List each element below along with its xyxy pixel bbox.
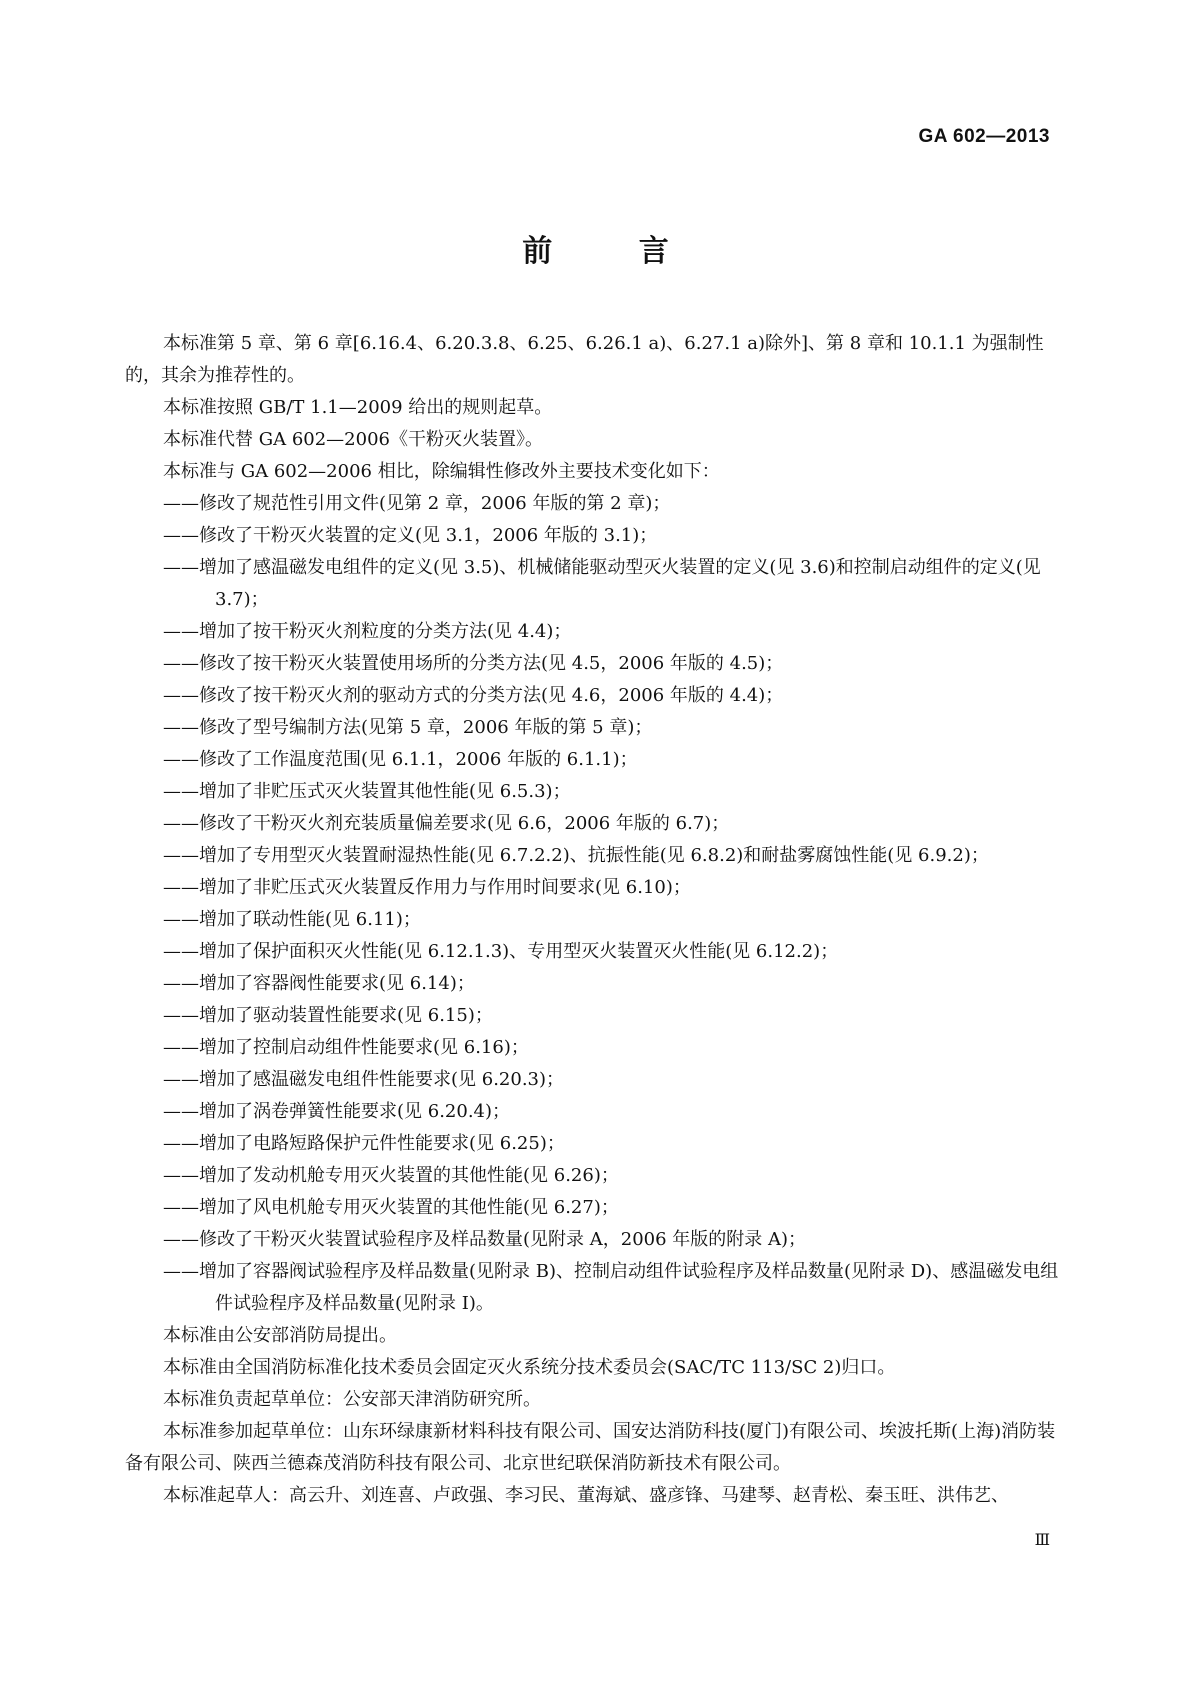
closing-paragraph: 本标准参加起草单位：山东环绿康新材料科技有限公司、国安达消防科技(厦门)有限公司、埃波托斯(上海)消防装备有限公司、陕西兰德森茂消防科技有限公司、北京世纪联保消防新技术有限公司。 xyxy=(125,1421,1056,1474)
change-item: ——修改了规范性引用文件(见第 2 章，2006 年版的第 2 章)； xyxy=(163,493,671,514)
change-item: ——修改了按干粉灭火剂的驱动方式的分类方法(见 4.6，2006 年版的 4.4)； xyxy=(163,685,784,706)
document-body xyxy=(125,328,1066,1512)
change-item: ——增加了电路短路保护元件性能要求(见 6.25)； xyxy=(163,1133,565,1154)
intro-paragraph: 本标准按照 GB/T 1.1—2009 给出的规则起草。 xyxy=(163,397,553,418)
change-item: ——增加了涡卷弹簧性能要求(见 6.20.4)； xyxy=(163,1101,511,1122)
change-item: ——修改了干粉灭火装置试验程序及样品数量(见附录 A，2006 年版的附录 A)； xyxy=(163,1229,807,1250)
document-code: GA 602—2013 xyxy=(918,126,1050,147)
closing-paragraph: 本标准由公安部消防局提出。 xyxy=(163,1325,397,1346)
change-item: ——修改了型号编制方法(见第 5 章，2006 年版的第 5 章)； xyxy=(163,717,653,738)
closing-paragraph: 本标准由全国消防标准化技术委员会固定灭火系统分技术委员会(SAC/TC 113/SC 2)归口。 xyxy=(163,1357,896,1378)
change-item: ——增加了控制启动组件性能要求(见 6.16)； xyxy=(163,1037,529,1058)
page-title: 前 言 xyxy=(522,234,707,269)
closing-paragraph: 本标准负责起草单位：公安部天津消防研究所。 xyxy=(163,1389,541,1410)
change-item: ——增加了感温磁发电组件性能要求(见 6.20.3)； xyxy=(163,1069,565,1090)
change-item: ——增加了按干粉灭火剂粒度的分类方法(见 4.4)； xyxy=(163,621,572,642)
change-item: ——增加了发动机舱专用灭火装置的其他性能(见 6.26)； xyxy=(163,1165,619,1186)
change-item: ——增加了容器阀试验程序及样品数量(见附录 B)、控制启动组件试验程序及样品数量(见附录 D)、感温磁发电组件试验程序及样品数量(见附录 I)。 xyxy=(163,1261,1059,1314)
change-item: ——增加了驱动装置性能要求(见 6.15)； xyxy=(163,1005,493,1026)
change-item: ——增加了风电机舱专用灭火装置的其他性能(见 6.27)； xyxy=(163,1197,619,1218)
change-item: ——增加了非贮压式灭火装置反作用力与作用时间要求(见 6.10)； xyxy=(163,877,691,898)
change-item: ——增加了容器阀性能要求(见 6.14)； xyxy=(163,973,475,994)
change-item: ——修改了按干粉灭火装置使用场所的分类方法(见 4.5，2006 年版的 4.5)； xyxy=(163,653,784,674)
closing-paragraph: 本标准起草人：高云升、刘连喜、卢政强、李习民、董海斌、盛彦锋、马建琴、赵青松、秦玉旺、洪伟艺、 xyxy=(163,1485,1009,1506)
change-item: ——增加了保护面积灭火性能(见 6.12.1.3)、专用型灭火装置灭火性能(见 6.12.2)； xyxy=(163,941,839,962)
page-number: Ⅲ xyxy=(1034,1530,1050,1549)
intro-paragraph: 本标准代替 GA 602—2006《干粉灭火装置》。 xyxy=(163,429,543,450)
change-item: ——修改了工作温度范围(见 6.1.1，2006 年版的 6.1.1)； xyxy=(163,749,638,770)
change-item: ——增加了感温磁发电组件的定义(见 3.5)、机械储能驱动型灭火装置的定义(见 3.6)和控制启动组件的定义(见 3.7)； xyxy=(163,557,1041,610)
change-item: ——修改了干粉灭火剂充装质量偏差要求(见 6.6，2006 年版的 6.7)； xyxy=(163,813,730,834)
change-item: ——增加了非贮压式灭火装置其他性能(见 6.5.3)； xyxy=(163,781,571,802)
intro-paragraph: 本标准第 5 章、第 6 章[6.16.4、6.20.3.8、6.25、6.26.1 a)、6.27.1 a)除外]、第 8 章和 10.1.1 为强制性的，其余为推荐性的。 xyxy=(125,333,1044,386)
change-item: ——增加了联动性能(见 6.11)； xyxy=(163,909,421,930)
intro-paragraph: 本标准与 GA 602—2006 相比，除编辑性修改外主要技术变化如下： xyxy=(163,461,720,482)
change-item: ——修改了干粉灭火装置的定义(见 3.1，2006 年版的 3.1)； xyxy=(163,525,658,546)
change-item: ——增加了专用型灭火装置耐湿热性能(见 6.7.2.2)、抗振性能(见 6.8.2)和耐盐雾腐蚀性能(见 6.9.2)； xyxy=(163,845,989,866)
